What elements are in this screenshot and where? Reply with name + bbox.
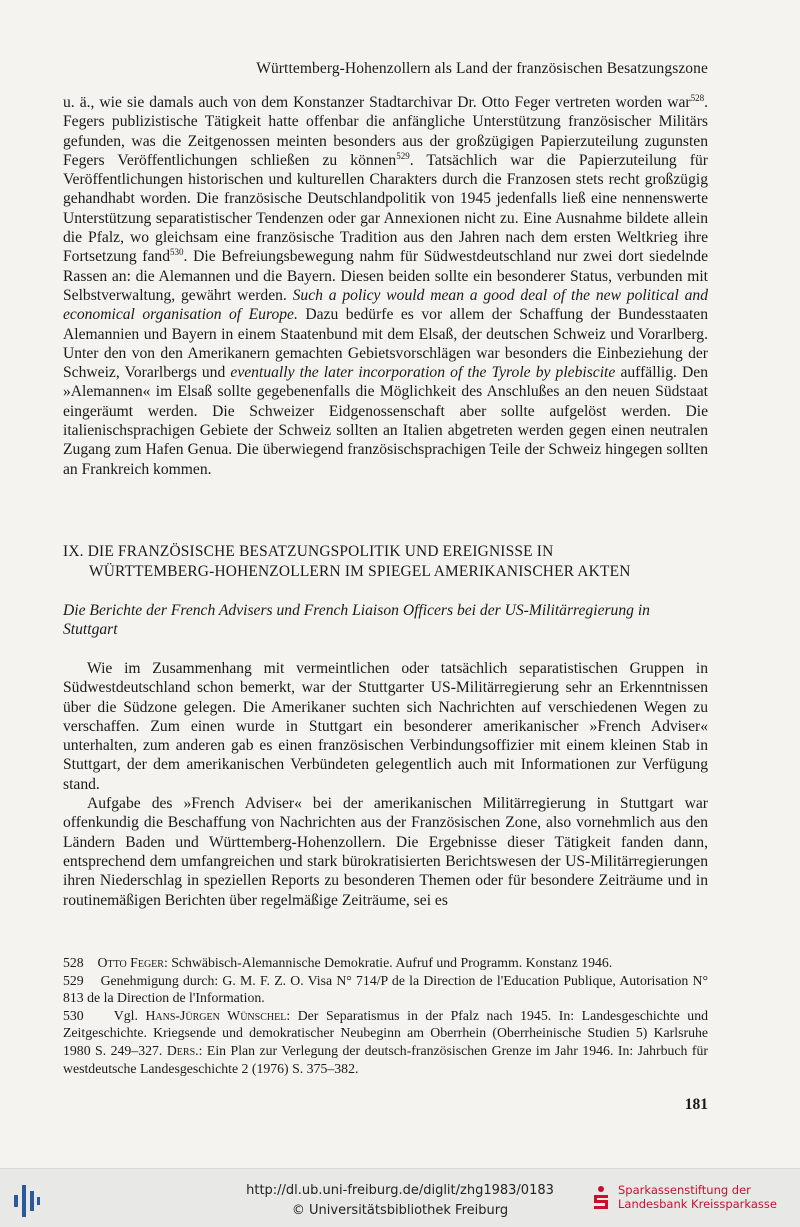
- running-head: Württemberg-Hohenzollern als Land der französischen Besatzungszone: [256, 60, 708, 77]
- body-text-upper: [63, 93, 708, 479]
- sponsor-line-2: Landesbank Kreissparkasse: [618, 1197, 777, 1211]
- quote-italic-2: eventually the later incorporation of the Tyrole by plebiscite: [230, 364, 616, 382]
- footnote-528: 528 Otto Feger: Schwäbisch-Alemannische Demokratie. Aufruf und Programm. Konstanz 1946.: [63, 955, 613, 970]
- subsection-heading: Die Berichte der French Advisers und French Liaison Officers bei der US-Militärregierung in Stuttgart: [63, 602, 650, 639]
- paragraph-french-adviser-1: Wie im Zusammenhang mit vermeintlichen oder tatsächlich separatistischen Gruppen in Südwestdeutschland schon bemerkt, war der Stuttgarter US-Militärregierung sehr an Erkenntnissen über die Südzone gelegen. Die Amerikaner suchten sich Nachrichten auf verschiedenen Wegen zu verschaffen. Zum einen wurde in Stuttgart ein besonderer amerikanischer »French Adviser« unterhalten, zum anderen gab es einen französischen Verbindungsoffizier mit einem kleinen Stab in Stuttgart, der dem amerikanischen Verbündeten gelegentlich auch mit Informationen zur Verfügung stand.: [63, 660, 708, 793]
- sponsor-line-1: Sparkassenstiftung der: [618, 1183, 751, 1197]
- section-heading: [63, 542, 708, 581]
- copyright-notice: © Universitätsbibliothek Freiburg: [291, 1203, 509, 1218]
- footnote-529: 529 Genehmigung durch: G. M. F. Z. O. Visa N° 714/P de la Direction de l'Education Publique, Autorisation N° 813 de la Direction de l'Information.: [63, 972, 708, 1006]
- section-heading-line-1: IX. DIE FRANZÖSISCHE BESATZUNGSPOLITIK UND EREIGNISSE IN: [63, 543, 554, 560]
- page-number: 181: [684, 1096, 708, 1113]
- footnote-ref-530[interactable]: 530: [170, 247, 184, 258]
- quote-italic-1: Such a policy would mean a good deal of the new political and economical organisation of Europe.: [63, 286, 708, 324]
- viewer-footer: [0, 1168, 800, 1227]
- section-heading-line-2: WÜRTTEMBERG-HOHENZOLLERN IM SPIEGEL AMERIKANISCHER AKTEN: [89, 562, 631, 580]
- footnote-ref-529[interactable]: 529: [396, 150, 410, 161]
- sparkasse-icon: [590, 1185, 612, 1211]
- paragraph-french-adviser-2: Aufgabe des »French Adviser« bei der amerikanischen Militärregierung in Stuttgart war offenkundig die Beschaffung von Nachrichten aus der Französischen Zone, also vornehmlich aus den Ländern Baden und Württemberg-Hohenzollern. Die Ergebnisse dieser Tätigkeit fanden dann, entsprechend dem umfangreichen und stark bürokratisierten Berichtswesen der US-Militärregierungen ihren Niederschlag in speziellen Reports zu besonderen Themen oder für besondere Zeiträume und in routinemäßigen Berichten über regelmäßige Zeiträume, sei es: [63, 795, 708, 909]
- body-text-lower: [63, 659, 708, 910]
- footnote-ref-528[interactable]: 528: [690, 93, 705, 103]
- paragraph-separatism: u. ä., wie sie damals auch von dem Konstanzer Stadtarchivar Dr. Otto Feger vertreten worden war$^{528}$. Fegers publizistische Tätigkeit hatte offenbar die anfängliche Unterstützung französischer Militärs gefunden, was die Zeitgenossen meinten besonders aus der großzügigen Papierzuteilung zugunsten Fegers Veröffentlichungen schließen zu können$^{529}$. Tatsächlich war die Papierzuteilung für Veröffentlichungen historischen und kulturellen Charakters durch die Franzosen stets recht großzügig gehandhabt worden. Die französische Deutschlandpolitik von 1945 jedenfalls ließ eine nennenswerte Unterstützung separatistischer Tendenzen oder gar Annexionen nicht zu. Eine Ausnahme bildete allein die Pfalz, wo gleichsam eine französische Tradition aus den Jahren nach dem ersten Weltkrieg ihre Fortsetzung fand$^{530}$. Die Befreiungsbewegung nahm für Südwestdeutschland nur zwei dort siedelnde Rassen an: die Alemannen und die Bayern. Diesen beiden sollte ein besonderer Status, verbunden mit Selbstverwaltung, gewährt werden. Such a policy would mean a good deal of the new political and economical organisation of Europe. Dazu bedürfe es vor allem der Schaffung der Bundesstaaten Alemannien und Bayern in einem Staatenbund mit dem Elsaß, der deutschen Schweiz und Vorarlberg. Unter den von den Amerikanern gemachten Gebietsvorschlägen war besonders die Einbeziehung der Schweiz, Vorarlbergs und eventually the later incorporation of the Tyrole by plebiscite auffällig. Den »Alemannen« im Elsaß sollte gegebenenfalls die Möglichkeit des Anschlußes an den neuen Südstaat eingeräumt werden. Die Schweizer Eidgenossenschaft aber sollte aufgelöst werden. Die italienischsprachigen Gebiete der Schweiz sollten an Italien abgetreten werden gegen einen neutralen Zugang zum Hafen Genua. Die überwiegend französischsprachigen Teile der Schweiz hingegen sollten an Frankreich kommen.: [63, 93, 709, 478]
- footnote-530: 530 Vgl. Hans-Jürgen Wünschel: Der Separatismus in der Pfalz nach 1945. In: Landesgeschichte und Zeitgeschichte. Kriegsende und demokratischer Neubeginn am Oberrhein (Oberrheinische Studien 5) Karlsruhe 1980 S. 249–327. Ders.: Ein Plan zur Verlegung der deutsch-französischen Grenze im Jahr 1946. In: Jahrbuch für westdeutsche Landesgeschichte 2 (1976) S. 375–382.: [63, 1007, 709, 1076]
- footnotes: [63, 954, 708, 1077]
- permalink-url[interactable]: http://dl.ub.uni-freiburg.de/diglit/zhg1983/0183: [246, 1183, 554, 1198]
